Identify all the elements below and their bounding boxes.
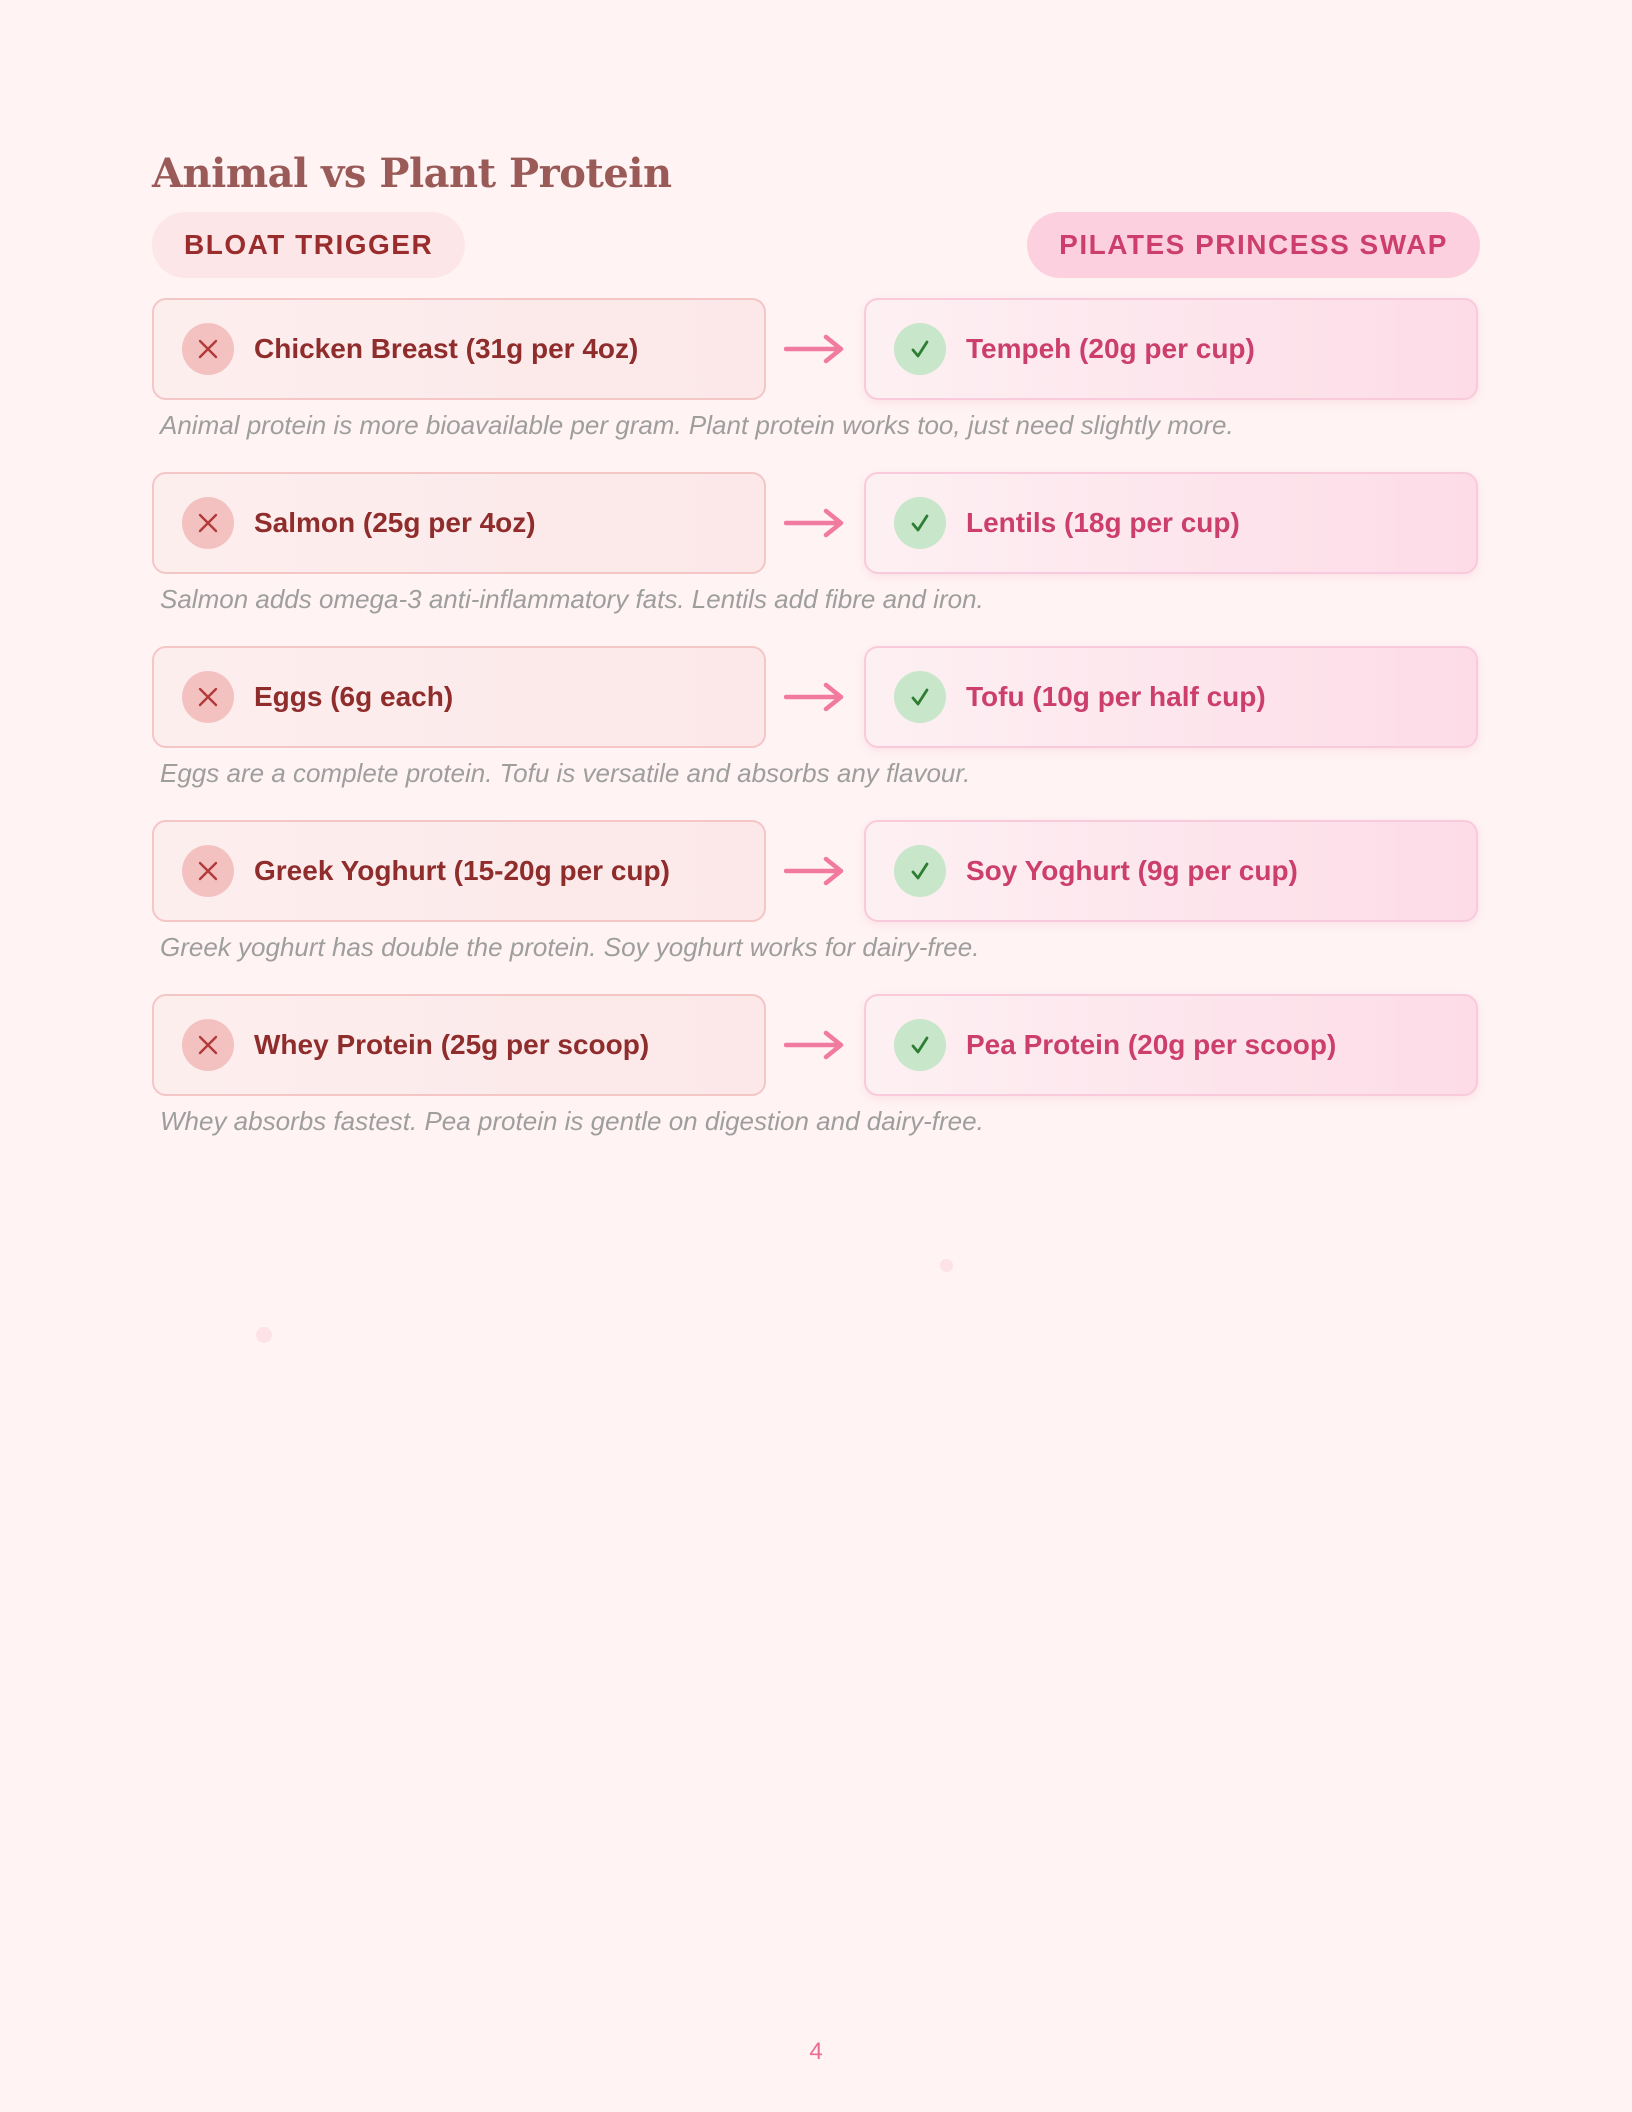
swap-note: Salmon adds omega-3 anti-inflammatory fats. Lentils add fibre and iron. [160,584,984,614]
swap-label: Pea Protein (20g per scoop) [966,1029,1337,1060]
arrow-right-icon [784,505,846,541]
swap-card [864,994,1478,1096]
check-icon [894,671,946,723]
swap-label: Tofu (10g per half cup) [966,681,1266,712]
arrow-right-icon [784,1027,846,1063]
swap-note: Greek yoghurt has double the protein. Soy yoghurt works for dairy-free. [160,932,980,962]
check-icon [894,323,946,375]
page-title: Animal vs Plant Protein [152,150,672,197]
swap-row [152,298,1480,472]
trigger-card [152,646,766,748]
swap-note: Animal protein is more bioavailable per gram. Plant protein works too, just need slightly more. [160,410,1234,440]
trigger-card [152,994,766,1096]
swap-row [152,472,1480,646]
trigger-label: Whey Protein (25g per scoop) [254,1029,650,1060]
check-icon [894,497,946,549]
check-icon [894,845,946,897]
bloat-trigger-header: BLOAT TRIGGER [152,212,465,278]
trigger-label: Salmon (25g per 4oz) [254,507,536,538]
swap-label: Tempeh (20g per cup) [966,333,1255,364]
decorative-dot [940,1259,953,1272]
swap-card [864,646,1478,748]
arrow-right-icon [784,331,846,367]
trigger-label: Chicken Breast (31g per 4oz) [254,333,639,364]
trigger-label: Eggs (6g each) [254,681,454,712]
x-icon [182,1019,234,1071]
swap-card [864,298,1478,400]
decorative-dot [256,1327,272,1343]
page-number: 4 [809,2038,823,2065]
swap-card [864,820,1478,922]
pilates-princess-swap-header: PILATES PRINCESS SWAP [1027,212,1480,278]
trigger-card [152,472,766,574]
trigger-card [152,298,766,400]
check-icon [894,1019,946,1071]
x-icon [182,671,234,723]
arrow-right-icon [784,679,846,715]
arrow-right-icon [784,853,846,889]
swap-list [152,298,1480,1168]
swap-row [152,820,1480,994]
swap-card [864,472,1478,574]
swap-row [152,646,1480,820]
swap-row [152,994,1480,1168]
x-icon [182,497,234,549]
swap-label: Lentils (18g per cup) [966,507,1240,538]
x-icon [182,323,234,375]
trigger-card [152,820,766,922]
swap-note: Whey absorbs fastest. Pea protein is gentle on digestion and dairy-free. [160,1106,984,1136]
swap-note: Eggs are a complete protein. Tofu is versatile and absorbs any flavour. [160,758,971,788]
trigger-label: Greek Yoghurt (15-20g per cup) [254,855,670,886]
x-icon [182,845,234,897]
swap-label: Soy Yoghurt (9g per cup) [966,855,1298,886]
